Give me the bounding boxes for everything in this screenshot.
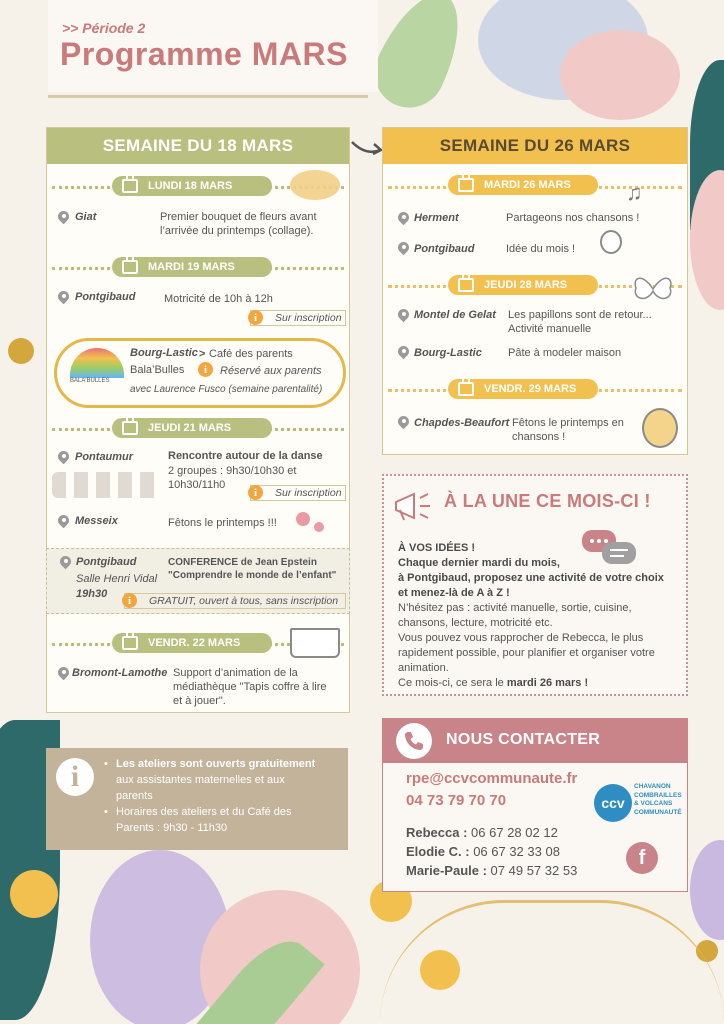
event-desc-line: Fêtons le printemps !!! — [168, 517, 277, 529]
location-pin-icon — [398, 416, 410, 430]
singing-child-illustration — [642, 408, 678, 448]
decorative-swirl-lines — [380, 900, 724, 1024]
decorative-gold-dot — [8, 338, 34, 364]
megaphone-icon — [392, 488, 436, 524]
info-icon: i — [122, 593, 137, 608]
location-pin-icon — [398, 346, 410, 360]
featured-last-line: Ce mois-ci, ce sera le mardi 26 mars ! — [398, 677, 589, 689]
day-label-vendredi-29: VENDR. 29 MARS — [448, 379, 598, 399]
dancing-children-illustration — [52, 472, 160, 498]
info-icon: i — [56, 758, 94, 796]
butterfly-icon — [632, 272, 674, 306]
decorative-blob-lavender — [690, 840, 724, 940]
info-list — [104, 756, 340, 836]
event-desc-line: Support d’animation de la — [173, 667, 298, 679]
place-montel-de-gelat: Montel de Gelat — [414, 309, 496, 321]
location-pin-icon — [60, 556, 72, 570]
place-pontgibaud: Pontgibaud — [414, 243, 475, 255]
location-pin-icon — [398, 212, 410, 226]
day-label-vendredi: VENDR. 22 MARS — [112, 633, 272, 653]
day-label-jeudi-28: JEUDI 28 MARS — [448, 275, 598, 295]
featured-bold-line: Chaque dernier mardi du mois, — [398, 557, 560, 569]
cafe-name: Café des parents — [209, 348, 293, 360]
contact-title: NOUS CONTACTER — [446, 731, 601, 748]
location-pin-icon — [58, 667, 70, 681]
event-desc-line: et à jouer". — [173, 695, 226, 707]
featured-text — [398, 541, 680, 691]
event-desc-line: chansons ! — [512, 431, 566, 443]
calendar-icon — [122, 636, 138, 650]
week1-title: SEMAINE DU 18 MARS — [47, 128, 349, 164]
cafe-org: Bala’Bulles — [130, 364, 185, 376]
event-desc-line: Idée du mois ! — [506, 243, 576, 255]
conference-room: Salle Henri Vidal — [76, 573, 158, 585]
day-label-mardi: MARDI 19 MARS — [112, 257, 272, 277]
page-title: Programme MARS — [60, 36, 348, 72]
contact-person-row: Elodie C. : 06 67 32 33 08 — [406, 844, 560, 859]
info-item: • Les ateliers sont ouverts gratuitement aux assistantes maternelles et aux parents — [104, 758, 316, 802]
conference-subtitle: "Comprendre le monde de l’enfant" — [168, 570, 337, 581]
week2-title: SEMAINE DU 26 MARS — [383, 128, 687, 164]
featured-line: Vous pouvez vous rapprocher de Rebecca, le plus — [398, 632, 644, 644]
flower-bouquet-icon — [290, 170, 340, 200]
featured-bold-line: à Pontgibaud, proposez une activité de votre choix — [398, 572, 664, 584]
event-desc-line: Premier bouquet de fleurs avant — [160, 211, 317, 223]
place-herment: Herment — [414, 212, 459, 224]
location-pin-icon — [58, 211, 70, 225]
location-pin-icon — [58, 451, 70, 465]
place-bromont-lamothe: Bromont-Lamothe — [72, 667, 168, 679]
info-icon: i — [198, 362, 213, 377]
location-pin-icon — [398, 309, 410, 323]
place-bourg-lastic: Bourg-Lastic — [130, 347, 198, 359]
ccv-logo-text: CHAVANON COMBRAILLES & VOLCANS COMMUNAUTÉ — [634, 783, 682, 816]
location-pin-icon — [398, 242, 410, 256]
day-label-jeudi: JEUDI 21 MARS — [112, 418, 272, 438]
calendar-icon — [458, 278, 474, 292]
conference-place: Pontgibaud — [76, 556, 137, 568]
place-bourg-lastic: Bourg-Lastic — [414, 347, 482, 359]
balabulles-logo-text: BALA'BULLES — [70, 378, 110, 384]
event-desc-line: 2 groupes : 9h30/10h30 et — [168, 465, 297, 477]
location-pin-icon — [58, 515, 70, 529]
featured-title: À LA UNE CE MOIS-CI ! — [444, 491, 651, 511]
flower-icon — [296, 512, 310, 526]
event-desc-line: médiathèque "Tapis coffre à lire — [173, 681, 327, 693]
cafe-arrow: > — [199, 348, 206, 360]
cafe-reserved-note: Réservé aux parents — [220, 365, 322, 377]
lightbulb-icon — [600, 230, 622, 254]
flower-icon — [314, 522, 324, 532]
featured-line: rapidement possible, pour planifier et organiser votre — [398, 647, 655, 659]
place-messeix: Messeix — [75, 515, 118, 527]
info-icon: i — [248, 485, 263, 500]
place-pontaumur: Pontaumur — [75, 451, 134, 463]
place-pontgibaud: Pontgibaud — [75, 291, 136, 303]
cafe-with-note: avec Laurence Fusco (semaine parentalité) — [130, 384, 323, 395]
event-title: Rencontre autour de la danse — [168, 450, 323, 462]
featured-line: animation. — [398, 662, 449, 674]
featured-bold-line: et menez-là de A à Z ! — [398, 587, 510, 599]
event-desc-line: Pâte à modeler maison — [508, 347, 622, 359]
place-chapdes-beaufort: Chapdes-Beaufort — [414, 417, 510, 429]
calendar-icon — [122, 179, 138, 193]
event-desc-line: Partageons nos chansons ! — [506, 212, 640, 224]
conference-title: CONFERENCE de Jean Epstein — [168, 557, 317, 568]
info-item: • Horaires des ateliers et du Café des Parents : 9h30 - 11h30 — [104, 806, 292, 834]
open-book-icon — [290, 628, 340, 658]
calendar-icon — [458, 382, 474, 396]
event-desc-line: Activité manuelle — [508, 323, 592, 335]
event-desc-line: Les papillons sont de retour... — [508, 309, 652, 321]
place-giat: Giat — [75, 211, 97, 223]
event-desc-line: 10h30/11h0 — [168, 479, 226, 491]
featured-line: chansons, lecture, motricité etc. — [398, 617, 553, 629]
event-desc-line: l’arrivée du printemps (collage). — [160, 225, 314, 237]
facebook-icon[interactable]: f — [626, 842, 658, 874]
decorative-leaf-green — [363, 0, 477, 119]
event-desc-line: Fêtons le printemps en — [512, 417, 624, 429]
calendar-icon — [122, 421, 138, 435]
contact-email[interactable]: rpe@ccvcommunaute.fr — [406, 770, 578, 787]
featured-line: N’hésitez pas : activité manuelle, sortie, cuisine, — [398, 602, 632, 614]
period-label: >> Période 2 — [62, 20, 146, 36]
event-desc-line: Motricité de 10h à 12h — [164, 293, 273, 305]
location-pin-icon — [58, 291, 70, 305]
featured-bold-line: À VOS IDÉES ! — [398, 542, 476, 554]
conference-time: 19h30 — [76, 588, 108, 600]
decorative-blob-pink — [560, 30, 680, 120]
arrow-icon — [350, 134, 384, 164]
contact-phone[interactable]: 04 73 79 70 70 — [406, 792, 507, 809]
calendar-icon — [122, 260, 138, 274]
info-icon: i — [248, 310, 263, 325]
registration-note: Sur inscription — [250, 485, 346, 501]
decorative-flower-yellow — [10, 870, 58, 918]
calendar-icon — [458, 178, 474, 192]
phone-icon — [396, 723, 432, 759]
contact-person-row: Marie-Paule : 07 49 57 32 53 — [406, 863, 578, 878]
day-label-lundi: LUNDI 18 MARS — [112, 176, 272, 196]
day-label-mardi-26: MARDI 26 MARS — [448, 175, 598, 195]
ccv-logo: ccv — [594, 784, 632, 822]
contact-person-row: Rebecca : 06 67 28 02 12 — [406, 825, 558, 840]
registration-note: Sur inscription — [250, 310, 346, 326]
music-notes-icon: ♫ — [626, 180, 643, 205]
conference-note: GRATUIT, ouvert à tous, sans inscription — [124, 593, 346, 609]
header-underline — [48, 95, 368, 98]
